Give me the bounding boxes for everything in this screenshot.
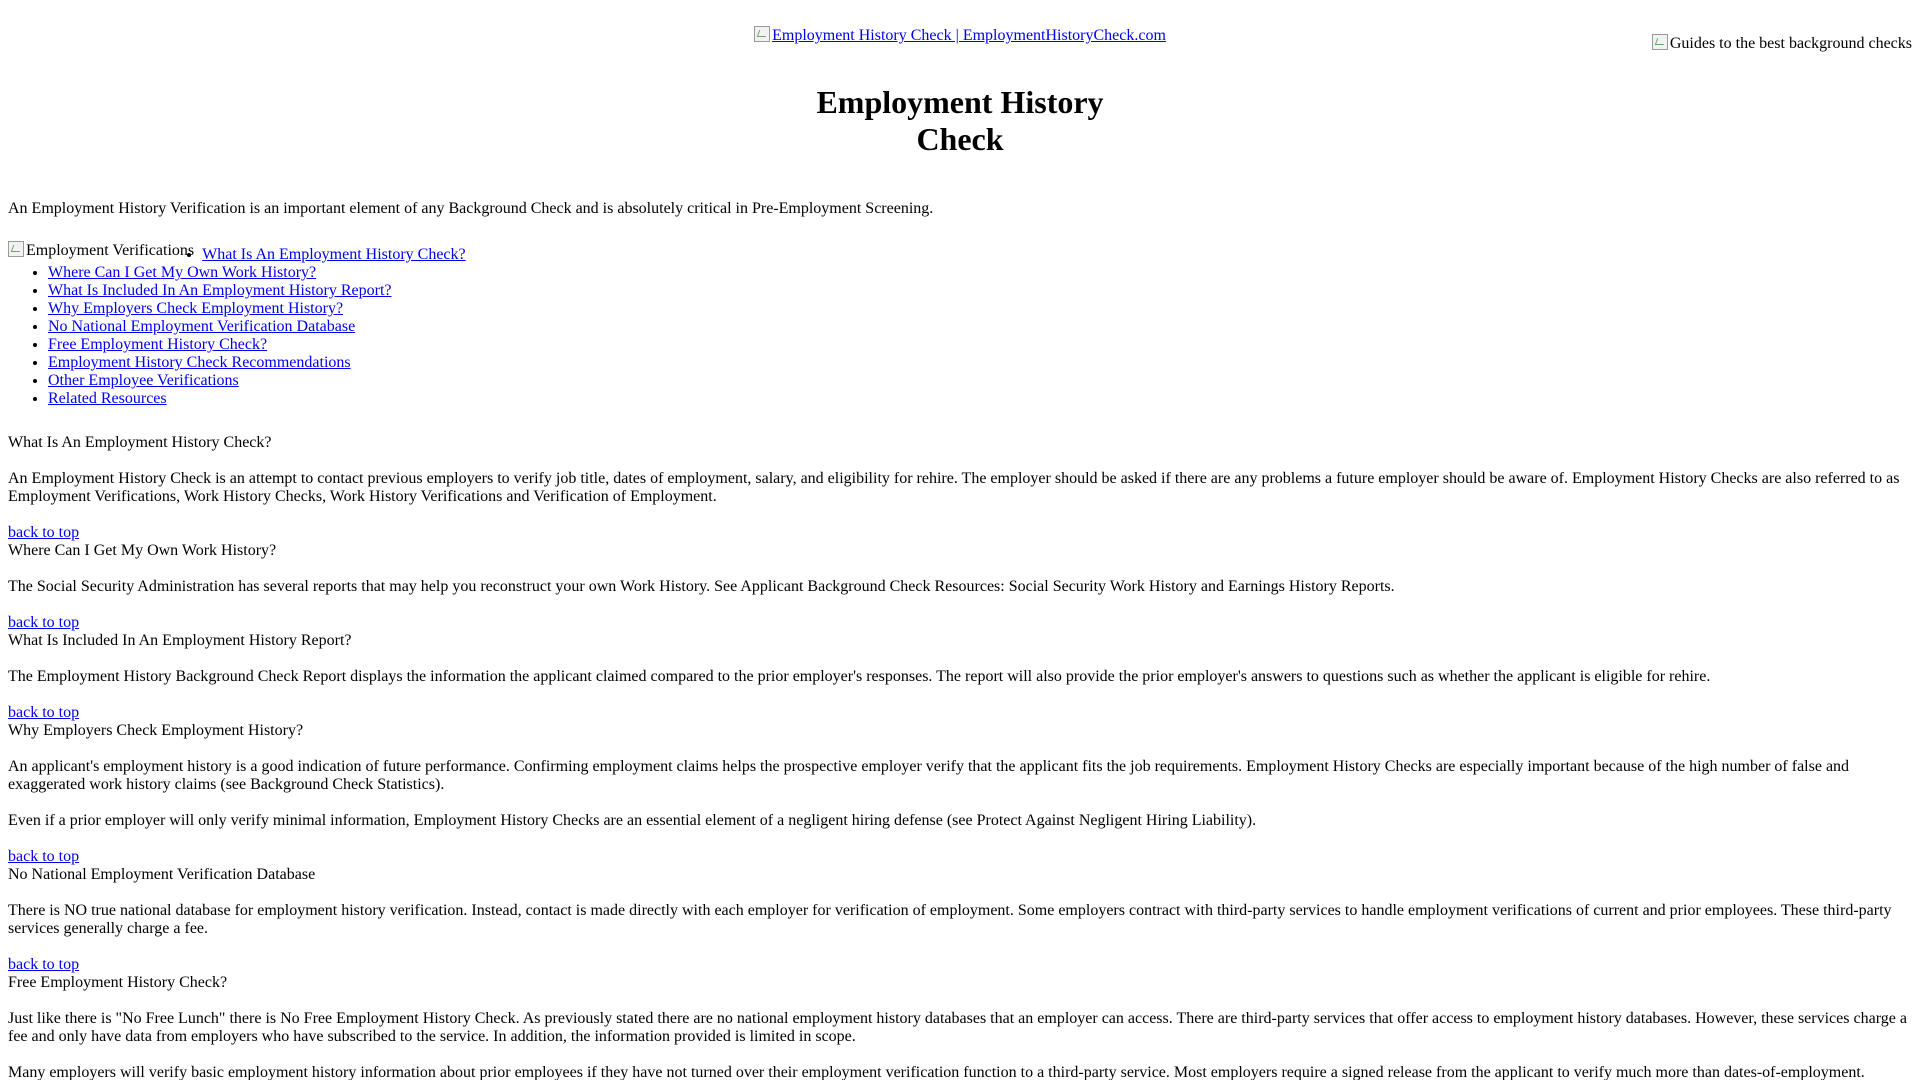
site-logo <box>8 26 1912 44</box>
toc-link-recommendations[interactable]: Employment History Check Recommendations <box>48 354 351 371</box>
site-logo-link[interactable] <box>754 27 1166 44</box>
page-title: Employment History Check <box>816 84 1104 157</box>
toc-link-other-verifications[interactable]: Other Employee Verifications <box>48 372 239 389</box>
section-paragraph: There is NO true national database for employment history verification. Instead, contact is made directly with each employer for verification of employment. Some employers contract with third-party services to handle employment verifications of current and prior employees. These third-party services generally charge a fee. <box>8 902 1892 937</box>
toc-item <box>48 336 1912 354</box>
back-to-top-link[interactable]: back to top <box>8 848 80 865</box>
back-to-top-link[interactable]: back to top <box>8 956 80 973</box>
corner-badge-image <box>1652 34 1912 53</box>
broken-image-icon <box>754 26 770 42</box>
section-title: What Is An Employment History Check? <box>8 434 272 451</box>
section-title: Where Can I Get My Own Work History? <box>8 542 277 559</box>
site-logo-link-text: Employment History Check | EmploymentHistoryCheck.com <box>772 27 1166 44</box>
toc-item <box>48 264 1912 282</box>
toc-item <box>48 372 1912 390</box>
toc-link-why-employers-check[interactable]: Why Employers Check Employment History? <box>48 300 344 317</box>
section-title: Why Employers Check Employment History? <box>8 722 304 739</box>
toc-list <box>8 246 1912 282</box>
section-title: What Is Included In An Employment History Report? <box>8 632 352 649</box>
toc-item <box>48 390 1912 408</box>
back-to-top-link[interactable]: back to top <box>8 524 80 541</box>
toc-link-what-is-check[interactable]: What Is An Employment History Check? <box>202 246 466 263</box>
toc-link-report-contents[interactable]: What Is Included In An Employment History Report? <box>48 282 392 299</box>
section-paragraph: The Employment History Background Check Report displays the information the applicant claimed compared to the prior employer's responses. The report will also provide the prior employer's answers to questions such as whether the applicant is eligible for rehire. <box>8 668 1711 685</box>
toc-link-own-work-history[interactable]: Where Can I Get My Own Work History? <box>48 264 317 281</box>
broken-image-icon <box>8 241 24 257</box>
table-of-contents <box>8 242 1912 408</box>
toc-link-free-check[interactable]: Free Employment History Check? <box>48 336 268 353</box>
section-title: Free Employment History Check? <box>8 974 228 991</box>
section-paragraph: The Social Security Administration has several reports that may help you reconstruct your own Work History. See Applicant Background Check Resources: Social Security Work History and Earnings History Reports. <box>8 578 1395 595</box>
toc-item <box>48 300 1912 318</box>
section-title: No National Employment Verification Database <box>8 866 316 883</box>
toc-image-alt-text: Employment Verifications <box>26 242 195 259</box>
page <box>0 26 1920 1080</box>
section-paragraph: Even if a prior employer will only verify minimal information, Employment History Checks are an essential element of a negligent hiring defense (see Protect Against Negligent Hiring Liability). <box>8 812 1257 829</box>
toc-list-continued <box>8 282 1912 408</box>
broken-image-icon <box>1652 34 1668 50</box>
toc-item <box>48 318 1912 336</box>
section-paragraph: An applicant's employment history is a good indication of future performance. Confirming employment claims helps the prospective employer verify that the applicant fits the job requirements. Employment History Checks are especially important because of the high number of false and exaggerated work history claims (see Background Check Statistics). <box>8 758 1850 793</box>
toc-item <box>48 354 1912 372</box>
section-paragraph: Just like there is "No Free Lunch" there is No Free Employment History Check. As previously stated there are no national employment history databases that an employer can access. There are third-party services that offer access to employment history databases. However, these services charge a fee and only have data from employers who have subscribed to the service. In addition, the information provided is limited in scope. <box>8 1010 1907 1045</box>
toc-link-no-national-database[interactable]: No National Employment Verification Database <box>48 318 356 335</box>
toc-item <box>48 246 1912 264</box>
back-to-top-link[interactable]: back to top <box>8 704 80 721</box>
section-paragraph: Many employers will verify basic employment history information about prior employees if they have not turned over their employment verification function to a third-party service. Most employers require a signed release from the applicant to verify much more than dates-of-employment. <box>8 1064 1865 1080</box>
toc-link-related-resources[interactable]: Related Resources <box>48 390 167 407</box>
employment-verifications-image <box>8 241 194 260</box>
toc-item <box>48 282 1912 300</box>
intro-paragraph: An Employment History Verification is an important element of any Background Check and is absolutely critical in Pre-Employment Screening. <box>8 200 934 217</box>
corner-badge-alt-text: Guides to the best background checks <box>1669 35 1912 52</box>
section-paragraph: An Employment History Check is an attempt to contact previous employers to verify job title, dates of employment, salary, and eligibility for rehire. The employer should be asked if there are any problems a future employer should be aware of. Employment History Checks are also referred to as Employment Verifications, Work History Checks, Work History Verifications and Verification of Employment. <box>8 470 1900 505</box>
back-to-top-link[interactable]: back to top <box>8 614 80 631</box>
